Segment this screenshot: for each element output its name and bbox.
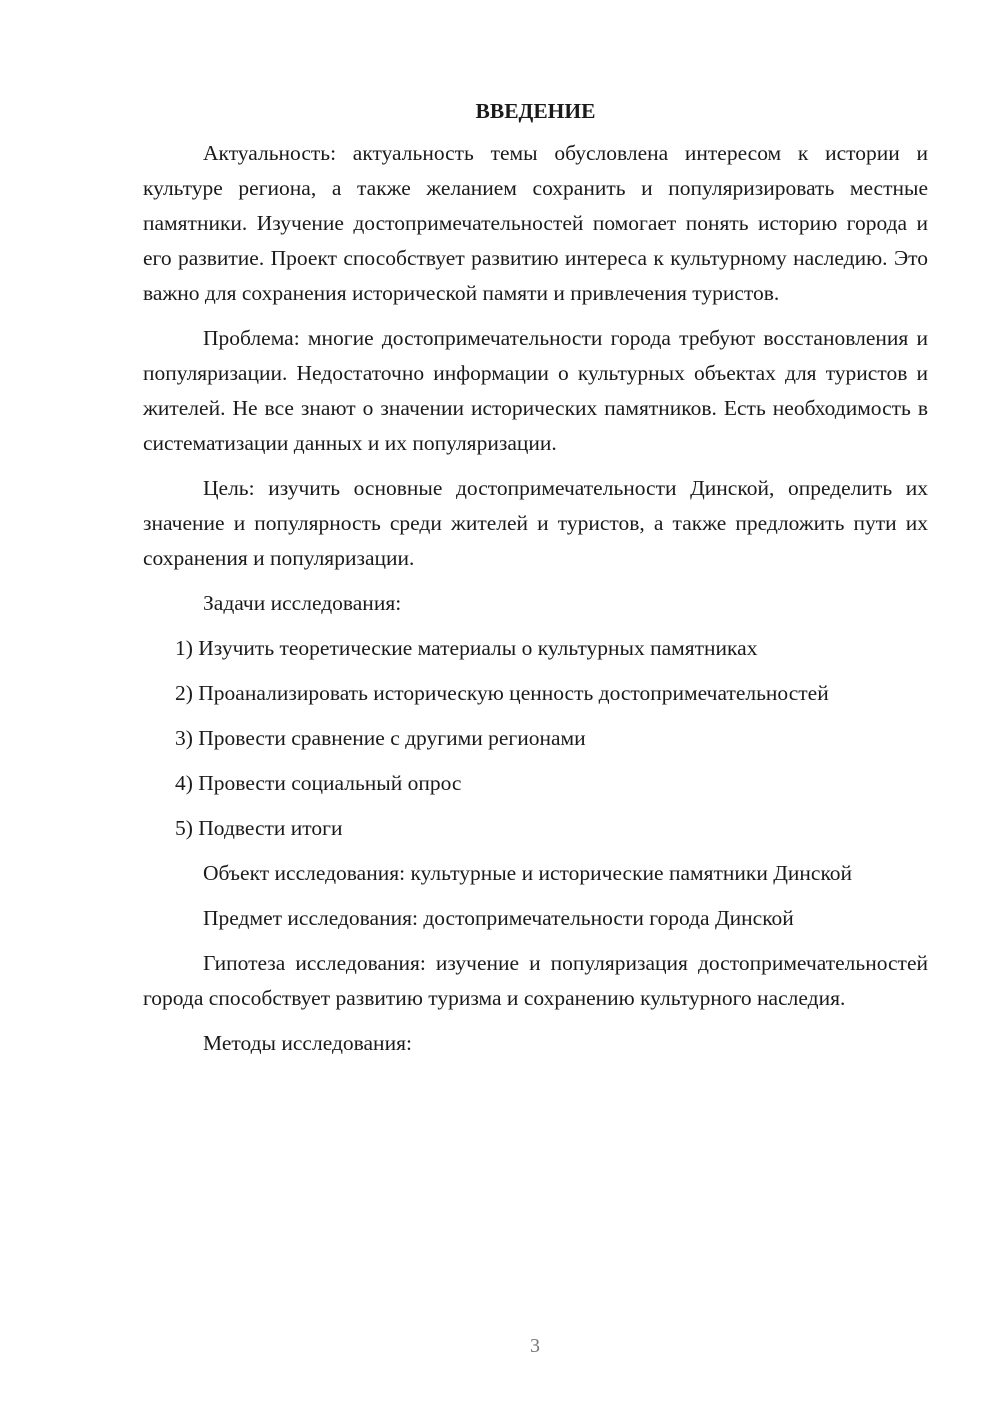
page-number: 3 xyxy=(530,1335,540,1357)
task-item: 5) Подвести итоги xyxy=(175,816,343,840)
object-paragraph: Объект исследования: культурные и исторические памятники Динской xyxy=(203,861,853,885)
page-title: ВВЕДЕНИЕ xyxy=(475,99,596,123)
document-page xyxy=(143,96,928,1061)
hypothesis-paragraph: Гипотеза исследования: изучение и популяризация достопримечательностей города способствует развитию туризма и сохранению культурного наследия. xyxy=(143,951,928,1010)
task-item: 3) Провести сравнение с другими регионами xyxy=(175,726,586,750)
tasks-heading: Задачи исследования: xyxy=(203,591,402,615)
tasks-list xyxy=(143,631,928,846)
goal-paragraph: Цель: изучить основные достопримечательности Динской, определить их значение и популярность среди жителей и туристов, а также предложить пути их сохранения и популяризации. xyxy=(143,476,928,570)
relevance-paragraph: Актуальность: актуальность темы обусловлена интересом к истории и культуре региона, а также желанием сохранить и популяризировать местные памятники. Изучение достопримечательностей помогает понять историю города и его развитие. Проект способствует развитию интереса к культурному наследию. Это важно для сохранения исторической памяти и привлечения туристов. xyxy=(143,141,928,305)
subject-paragraph: Предмет исследования: достопримечательности города Динской xyxy=(203,906,794,930)
problem-paragraph: Проблема: многие достопримечательности города требуют восстановления и популяризации. Недостаточно информации о культурных объектах для туристов и жителей. Не все знают о значении исторических памятников. Есть необходимость в систематизации данных и их популяризации. xyxy=(143,326,928,455)
task-item: 1) Изучить теоретические материалы о культурных памятниках xyxy=(175,636,758,660)
task-item: 2) Проанализировать историческую ценность достопримечательностей xyxy=(175,681,829,705)
task-item: 4) Провести социальный опрос xyxy=(175,771,462,795)
methods-heading: Методы исследования: xyxy=(203,1031,412,1055)
